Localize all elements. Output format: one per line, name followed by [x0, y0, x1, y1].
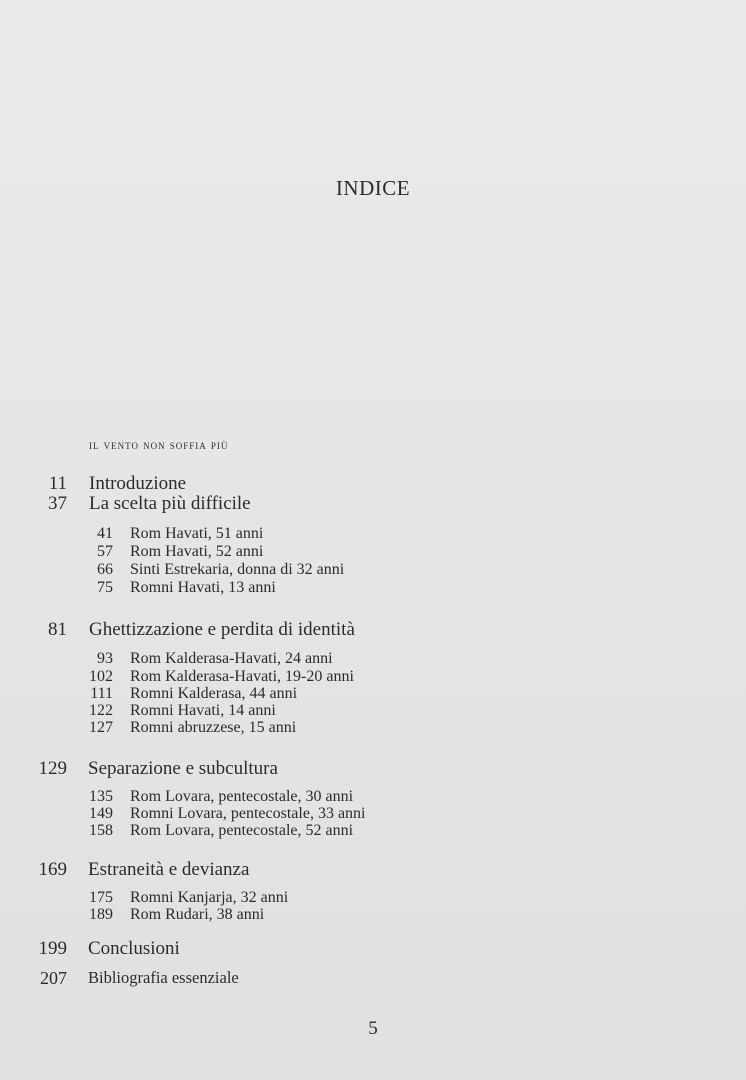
toc-page-number: 189 [89, 906, 113, 923]
page-title: INDICE [335, 176, 411, 200]
toc-label: Romni Havati, 13 anni [130, 579, 276, 596]
toc-label: Bibliografia essenziale [88, 968, 239, 987]
toc-label: Rom Rudari, 38 anni [130, 906, 265, 923]
toc-page-number: 199 [38, 938, 67, 959]
toc-label: Rom Kalderasa-Havati, 24 anni [130, 650, 333, 667]
toc-label: Romni abruzzese, 15 anni [130, 719, 297, 736]
toc-page-number: 158 [89, 822, 113, 839]
toc-label: Estraneità e devianza [88, 859, 250, 880]
toc-label: Sinti Estrekaria, donna di 32 anni [130, 561, 345, 578]
toc-label: Romni Lovara, pentecostale, 33 anni [130, 805, 366, 822]
toc-label: Rom Havati, 51 anni [130, 525, 264, 542]
toc-page-number: 149 [89, 805, 113, 822]
toc-page-number: 37 [48, 493, 67, 514]
toc-page-number: 57 [97, 543, 113, 560]
toc-label: Romni Kalderasa, 44 anni [130, 685, 298, 702]
toc-page-number: 11 [48, 473, 67, 494]
toc-page-number: 127 [89, 719, 113, 736]
section-heading: il vento non soffia più [89, 438, 229, 452]
toc-label: Ghettizzazione e perdita di identità [89, 619, 355, 640]
toc-label: Romni Havati, 14 anni [130, 702, 276, 719]
page-folio: 5 [368, 1018, 378, 1039]
toc-page-number: 135 [89, 788, 113, 805]
toc-page-number: 169 [38, 859, 67, 880]
toc-label: Rom Lovara, pentecostale, 52 anni [130, 822, 354, 839]
toc-page-number: 175 [89, 889, 113, 906]
toc-label: Romni Kanjarja, 32 anni [130, 889, 289, 906]
toc-page-number: 66 [97, 561, 113, 578]
toc-page-number: 81 [48, 619, 67, 640]
toc-label: Rom Kalderasa-Havati, 19-20 anni [130, 668, 354, 685]
toc-page-number: 122 [89, 702, 113, 719]
toc-page-number: 41 [97, 525, 113, 542]
toc-page-number: 111 [90, 685, 113, 702]
toc-page-number: 129 [38, 758, 67, 779]
toc-page-number: 207 [40, 968, 67, 988]
toc-label: Conclusioni [88, 938, 180, 959]
toc-label: Rom Lovara, pentecostale, 30 anni [130, 788, 354, 805]
toc-label: La scelta più difficile [89, 493, 251, 514]
toc-page-number: 102 [89, 668, 113, 685]
toc-label: Separazione e subcultura [88, 758, 278, 779]
toc-label: Rom Havati, 52 anni [130, 543, 264, 560]
toc-page-number: 93 [97, 650, 113, 667]
toc-page-number: 75 [97, 579, 113, 596]
toc-label: Introduzione [89, 473, 187, 494]
